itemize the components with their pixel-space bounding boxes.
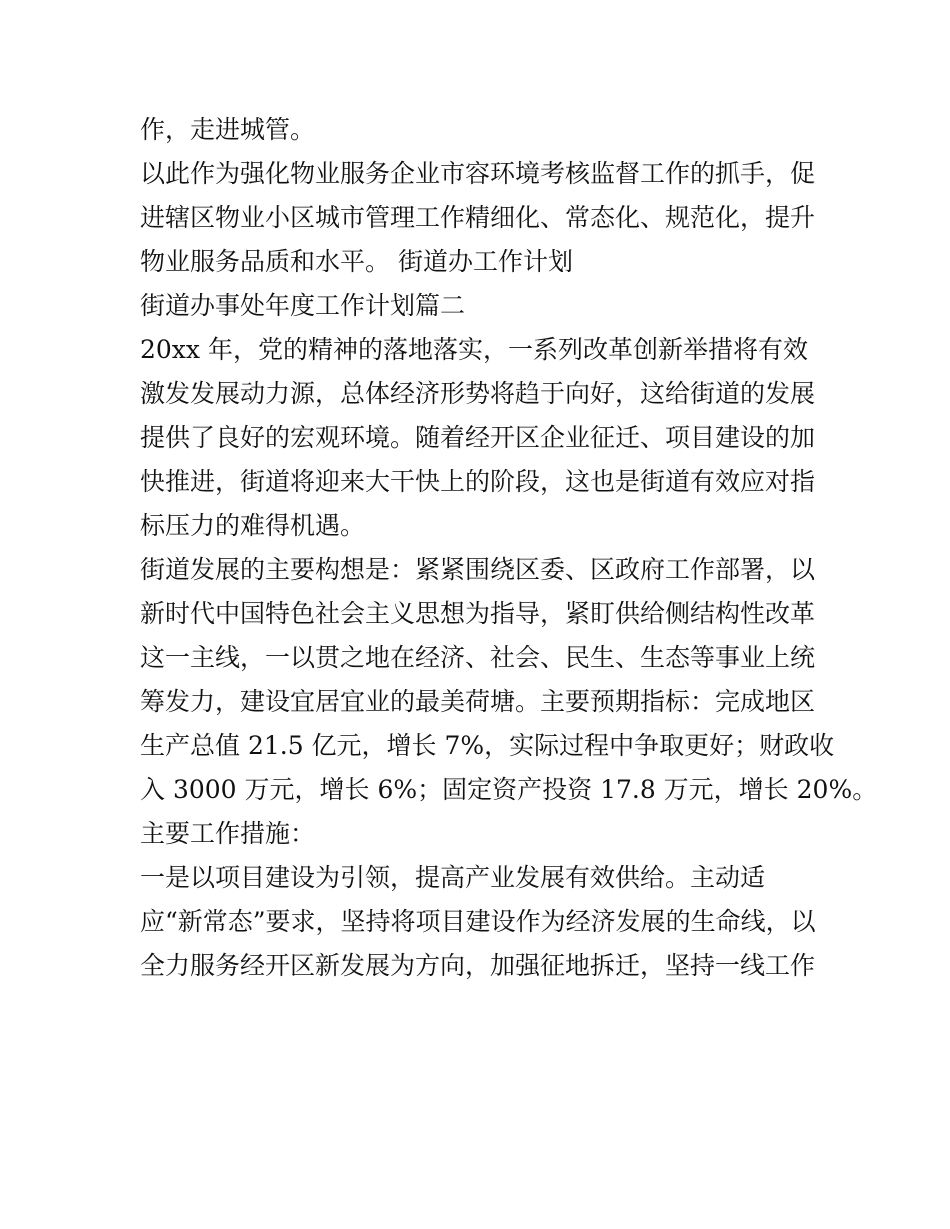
text-line: 20xx 年，党的精神的落地落实，一系列改革创新举措将有效 — [140, 335, 808, 364]
text-line: 进辖区物业小区城市管理工作精细化、常态化、规范化，提升 — [140, 203, 816, 232]
text-line: 一是以项目建设为引领，提高产业发展有效供给。主动适 — [140, 863, 766, 892]
document-body — [140, 108, 878, 988]
text-line: 应“新常态”要求，坚持将项目建设作为经济发展的生命线，以 — [140, 907, 816, 936]
text-line: 以此作为强化物业服务企业市容环境考核监督工作的抓手，促 — [140, 159, 816, 188]
text-line: 筹发力，建设宜居宜业的最美荷塘。主要预期指标：完成地区 — [140, 687, 816, 716]
text-line: 全力服务经开区新发展为方向，加强征地拆迁，坚持一线工作 — [140, 951, 816, 980]
text-line: 作，走进城管。 — [140, 115, 316, 144]
section-heading: 街道办事处年度工作计划篇二 — [140, 291, 466, 320]
text-line: 生产总值 21.5 亿元，增长 7%，实际过程中争取更好；财政收 — [140, 731, 835, 760]
text-line: 快推进，街道将迎来大干快上的阶段，这也是街道有效应对指 — [140, 467, 816, 496]
text-line: 物业服务品质和水平。 街道办工作计划 — [140, 247, 573, 276]
text-line: 标压力的难得机遇。 — [140, 511, 366, 540]
text-line: 街道发展的主要构想是：紧紧围绕区委、区政府工作部署，以 — [140, 555, 816, 584]
text-line: 新时代中国特色社会主义思想为指导，紧盯供给侧结构性改革 — [140, 599, 816, 628]
text-line: 激发发展动力源，总体经济形势将趋于向好，这给街道的发展 — [140, 379, 816, 408]
text-line: 主要工作措施： — [140, 819, 316, 848]
text-line: 入 3000 万元，增长 6%；固定资产投资 17.8 万元，增长 20%。 — [140, 775, 878, 804]
text-line: 这一主线，一以贯之地在经济、社会、民生、生态等事业上统 — [140, 643, 816, 672]
text-line: 提供了良好的宏观环境。随着经开区企业征迁、项目建设的加 — [140, 423, 816, 452]
